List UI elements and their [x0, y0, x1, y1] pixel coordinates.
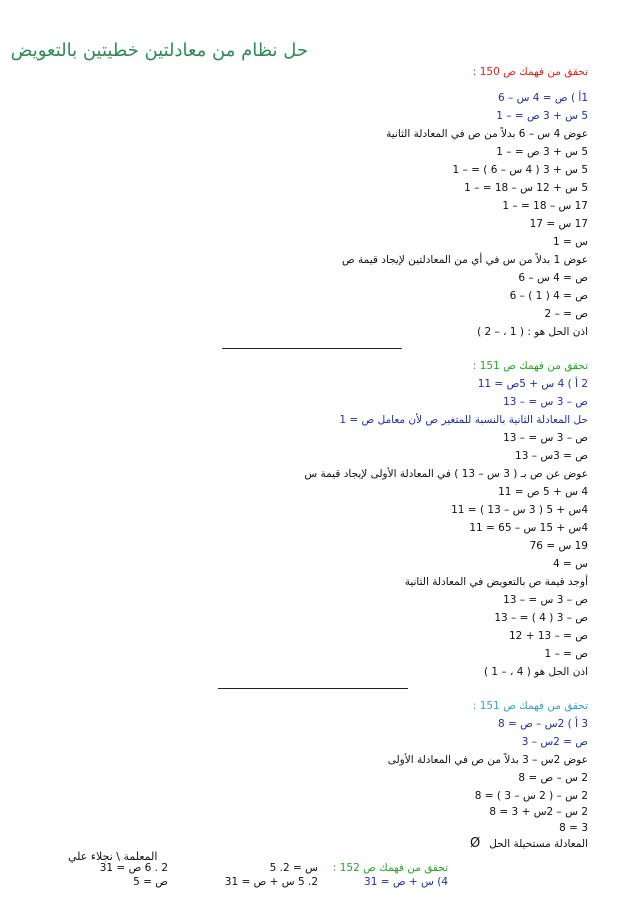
s4-line-4: 2 . 6 ص = 31	[99, 862, 168, 874]
s3-line-7: 3 = 8	[559, 822, 588, 834]
s3-line-2: ص = 2س – 3	[521, 736, 588, 748]
s1-heading: تحقق من فهمك ص 150 :	[472, 66, 588, 78]
s2-line-14: ص – 3 ( 4 ) = – 13	[494, 612, 588, 624]
s2-line-8: 4س + 5 ( 3 س – 13 ) = 11	[451, 504, 588, 516]
section-divider	[218, 688, 408, 689]
s3-line-1: 3 أ ) 2س – ص = 8	[497, 718, 588, 730]
s2-line-6: عوض عن ص بـ ( 3 س – 13 ) في المعادلة الأولى لإيجاد قيمة س	[304, 468, 588, 480]
s1-line-10: عوض 1 بدلاً من س في أي من المعادلتين لإيجاد قيمة ص	[342, 254, 588, 266]
s3-line-5: 2 س – ( 2 س – 3 ) = 8	[474, 790, 588, 802]
s1-line-5: 5 س + 3 ( 4 س – 6 ) = – 1	[452, 164, 588, 176]
teacher-signature: المعلمة \ نجلاء علي	[68, 850, 158, 863]
s4-line-1: 4) س + ص = 31	[364, 876, 448, 888]
s2-line-12: أوجد قيمة ص بالتعويض في المعادلة الثانية	[404, 576, 588, 588]
s2-line-2: ص – 3 س = – 13	[503, 396, 588, 408]
s1-line-14: اذن الحل هو : ( 1 ، – 2 )	[477, 326, 588, 338]
s1-line-9: س = 1	[553, 236, 588, 248]
s3-line-3: عوض 2س – 3 بدلاً من ص في المعادلة الأولى	[387, 754, 588, 766]
s1-line-4: 5 س + 3 ص = – 1	[496, 146, 588, 158]
s1-line-12: ص = 4 ( 1 ) – 6	[509, 290, 588, 302]
s4-heading: تحقق من فهمك ص 152 :	[332, 862, 448, 874]
s4-line-3: 2. 5 س + ص = 31	[224, 876, 318, 888]
s1-line-7: 17 س – 18 = – 1	[502, 200, 588, 212]
s2-line-10: 19 س = 76	[529, 540, 588, 552]
s1-line-3: عوض 4 س – 6 بدلاً من ص في المعادلة الثانية	[386, 128, 588, 140]
s1-line-11: ص = 4 س – 6	[518, 272, 588, 284]
s2-line-5: ص = 3س – 13	[515, 450, 588, 462]
s3-heading: تحقق من فهمك ص 151 :	[472, 700, 588, 712]
empty-set-symbol: Ø	[470, 836, 481, 851]
s2-line-3: حل المعادلة الثانية بالنسبة للمتغير ص لأن معامل ص = 1	[339, 414, 588, 426]
s1-line-13: ص = – 2	[544, 308, 588, 320]
s2-line-7: 4 س + 5 ص = 11	[498, 486, 588, 498]
s3-line-4: 2 س – ص = 8	[518, 772, 588, 784]
s2-line-13: ص – 3 س = – 13	[503, 594, 588, 606]
s2-line-9: 4س + 15 س – 65 = 11	[469, 522, 588, 534]
s4-line-2: س = 2. 5	[269, 862, 318, 874]
s2-line-11: س = 4	[553, 558, 588, 570]
s1-line-2: 5 س + 3 ص = – 1	[496, 110, 588, 122]
s2-line-15: ص = – 13 + 12	[509, 630, 588, 642]
s2-line-1: 2 أ ) 4 س + 5ص = 11	[477, 378, 588, 390]
s2-line-16: ص = – 1	[544, 648, 588, 660]
s1-line-6: 5 س + 12 س – 18 = – 1	[464, 182, 588, 194]
section-divider	[222, 348, 402, 349]
s3-line-6: 2 س – 2س + 3 = 8	[489, 806, 588, 818]
s4-line-5: ص = 5	[133, 876, 168, 888]
s3-line-8: المعادلة مستحيلة الحل	[489, 838, 588, 850]
s1-line-8: 17 س = 17	[529, 218, 588, 230]
s1-line-1: 1أ ) ص = 4 س – 6	[497, 92, 588, 104]
s2-line-17: اذن الحل هو ( 4 ، – 1 )	[483, 666, 588, 678]
s2-line-4: ص – 3 س = – 13	[503, 432, 588, 444]
page-title: حل نظام من معادلتين خطيتين بالتعويض	[10, 40, 308, 61]
s2-heading: تحقق من فهمك ص 151 :	[472, 360, 588, 372]
